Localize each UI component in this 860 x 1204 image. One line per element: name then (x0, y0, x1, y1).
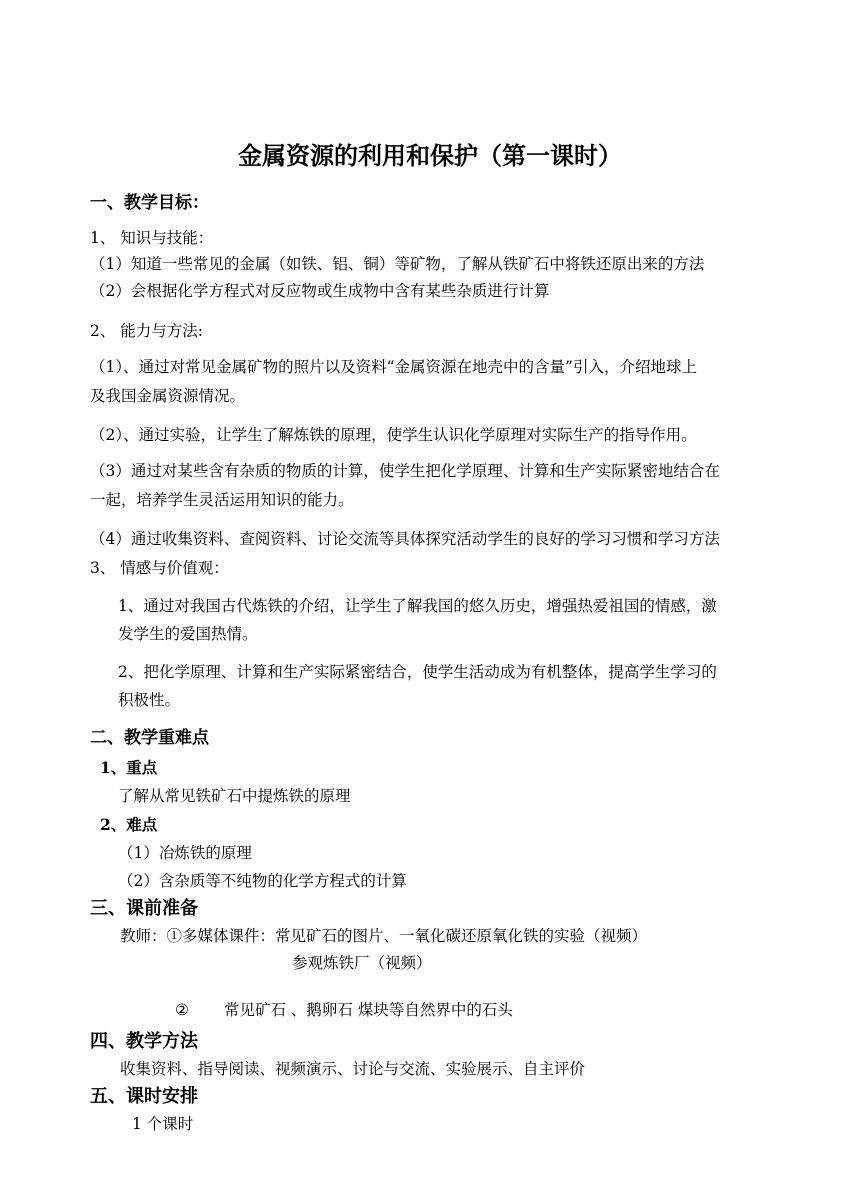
schedule-text: 1 个课时 (132, 1115, 194, 1133)
section-5-heading: 五、课时安排 (90, 1086, 198, 1107)
difficulty-heading: 2、难点 (100, 815, 158, 834)
ability-item-1-line-2: 及我国金属资源情况。 (90, 387, 246, 405)
difficulty-item-1: （1）冶炼铁的原理 (118, 844, 252, 862)
prep-line-3-mark: ② (175, 1001, 189, 1019)
difficulty-item-2: （2）含杂质等不纯物的化学方程式的计算 (118, 872, 407, 890)
emotion-heading: 3、 情感与价值观： (90, 559, 229, 577)
key-point-text: 了解从常见铁矿石中提炼铁的原理 (118, 787, 351, 805)
section-3-heading: 三、课前准备 (90, 898, 198, 919)
knowledge-item-2: （2）会根据化学方程式对反应物或生成物中含有某些杂质进行计算 (90, 282, 550, 300)
knowledge-heading: 1、 知识与技能： (90, 229, 214, 247)
prep-line-3-text: 常见矿石 、鹅卵石 煤块等自然界中的石头 (224, 1001, 513, 1019)
section-2-heading: 二、教学重难点 (90, 728, 209, 748)
emotion-item-2-line-2: 积极性。 (118, 691, 181, 709)
ability-item-3-line-2: 一起，培养学生灵活运用知识的能力。 (90, 491, 354, 509)
ability-item-3-line-1: （3）通过对某些含有杂质的物质的计算，使学生把化学原理、计算和生产实际紧密地结合在 (90, 462, 720, 480)
page-title: 金属资源的利用和保护（第一课时） (238, 141, 622, 170)
emotion-item-2-line-1: 2、把化学原理、计算和生产实际紧密结合，使学生活动成为有机整体，提高学生学习的 (118, 663, 717, 681)
prep-line-1: 教师：①多媒体课件：常见矿石的图片、一氧化碳还原氧化铁的实验（视频） (120, 927, 648, 945)
ability-item-4: （4）通过收集资料、查阅资料、讨论交流等具体探究活动学生的良好的学习习惯和学习方法 (90, 530, 720, 548)
section-4-heading: 四、教学方法 (90, 1031, 198, 1052)
knowledge-item-1: （1）知道一些常见的金属（如铁、铝、铜）等矿物，了解从铁矿石中将铁还原出来的方法 (90, 255, 705, 273)
emotion-item-1-line-1: 1、通过对我国古代炼铁的介绍，让学生了解我国的悠久历史，增强热爱祖国的情感，激 (118, 597, 717, 615)
ability-item-1-line-1: （1）、通过对常见金属矿物的照片以及资料“金属资源在地壳中的含量”引入，介绍地球上 (90, 358, 697, 376)
prep-line-2: 参观炼铁厂（视频） (292, 954, 432, 972)
ability-heading: 2、 能力与方法: (90, 322, 204, 340)
method-text: 收集资料、指导阅读、视频演示、讨论与交流、实验展示、自主评价 (120, 1060, 586, 1078)
ability-item-2: （2）、通过实验，让学生了解炼铁的原理，使学生认识化学原理对实际生产的指导作用。 (90, 426, 697, 444)
section-1-heading: 一、教学目标： (90, 193, 209, 213)
emotion-item-1-line-2: 发学生的爱国热情。 (118, 625, 258, 643)
key-point-heading: 1、重点 (100, 758, 158, 777)
